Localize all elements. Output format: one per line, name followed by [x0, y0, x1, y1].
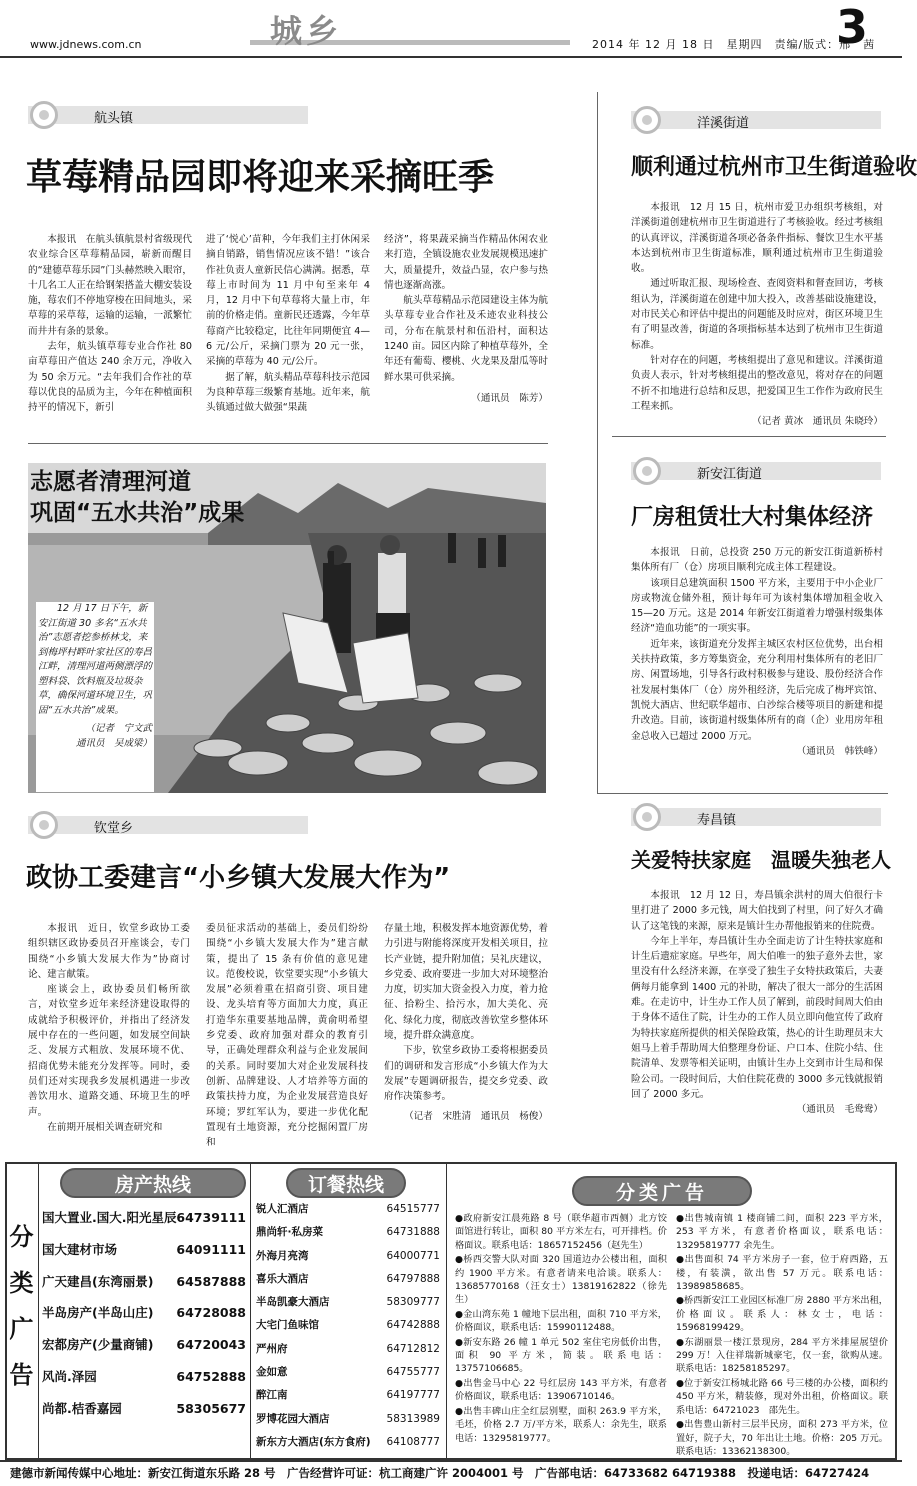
property-item: 半岛房产(半岛山庄) 64728088 — [42, 1305, 246, 1321]
property-item: 尚都.桔香嘉园 58305677 — [42, 1400, 246, 1416]
article-divider — [598, 793, 888, 794]
article-column: 存量土地，积极发挥本地资源优势，着力引进与附能将深度开发相关项目，拉长产业链，提升附加值；吴礼庆建议，乡党委、政府要进一步加大对环境整治力度，切实加大资金投入力度，着力抢征、拾粉尘、拾污水，加大美化、亮化、绿化力度，彻底改善钦堂乡整体环境，提升群众满意度。 下步，钦堂乡政协工委将根据委员们的调研和发言形成“小乡镇大作为大发展”专题调研报告，提交乡党委、政府作决策参考。 （记者 宋胜清 通讯员 杨俊） — [384, 923, 548, 1122]
classified-side-label: 分 类 广 告 — [5, 1162, 39, 1460]
section-tag-label: 航头镇 — [94, 111, 134, 126]
article-divider — [28, 443, 548, 444]
article-divider — [612, 436, 886, 437]
dining-item: 严州府 64712812 — [256, 1342, 440, 1355]
headline-factory-rental: 厂房租赁壮大村集体经济 — [631, 505, 874, 530]
article-column: 本报讯 12 月 12 日，寿昌镇余洪村的周大伯很行卡里打进了 2000 多元钱，周大伯找到了村里，问了好久才确认了这笔钱的来源，原来是镇计生办帮他报销来的住院费。 今年上半年，寿昌镇计生办全面走访了计生特扶家庭和计生后遗症家庭。早些年，周大伯唯一的独子意外去世，家里没有什么经济来源，在享受了独生子女特扶政策后，夫妻俩每月能拿到 1400 元的补助，解决了很大一部分的生活困难。在走访中，计生办工作人员了解到，前段时间周大伯由于身体不适住了院，计生办的工作人员立即向他宣传了政府为特扶家庭所提供的相关保险政策，热心的计生助理员末大姐马上着手帮助周大伯整理身份证、户口本、住院小结、住院清单、发票等相关证明，由镇计生办上交到市计生局和保险公司。一段时间后，大伯住院花费的 3000 多元钱就报销回了 2000 多元。 （通讯员 毛鸯鸯） — [631, 890, 883, 1116]
ad-divider — [250, 1164, 251, 1458]
article-column: 委员征求活动的基础上，委员们纷纷围绕“小乡镇大发展大作为”建言献策，提出了 15 条有价值的意见建议。范俊校说，钦堂要实现“小乡镇大发展”必须着重在招商引资、项目建设、龙头培育等方面加大力度，真正打造华东重要基地品牌，黄俞明希望乡党委、政府加强对群众的教育引导，正确处理群众利益与企业发展间的关系。同时要加大对企业发展科技创新、品牌建设、人才培养等方面的政策扶持力度，为企业发展营造良好环境；罗红军认为，要进一步优化配置现有土地资源，充分挖掘闲置厂房和 — [206, 923, 368, 1149]
article-column: 进了‘悦心’苗种，今年我们主打休闲采摘自销路，销售情况应该不错！”该合作社负责人童新民信心满满。据悉，草莓上市时间为 11 月中旬至来年 4 月，12 月中下旬草莓将大量上市，年前的价格走俏。童新民还透露，今年草莓商产比较稳定，比往年同期便宜 4—6 元/公斤，采摘门票为 20 元一张，采摘的草莓为 40 元/公斤。 据了解，航头精品草莓科技示范园为良种草莓三级繁育基地。近年来，航头镇通过做大做强“果蔬 — [206, 234, 370, 414]
section-tag-xinanjiang — [631, 457, 881, 485]
headline-sanitation: 顺利通过杭州市卫生街道验收 — [631, 155, 917, 180]
classified-column-right: ●出售城南镇 1 楼商铺二间，面积 223 平方米，253 平方米，有意者价格面议，联系电话：13295819777 余先生。 ●出售面积 74 平方米房子一套，位于府西路，五楼，有装潢，欲出售 57 万元。联系电话：13989858685。 ●桥西新安江工业园区标准厂房 2880 平方米出租，价格面议。联系人：林女士，电话：15968199429。 ●东湖丽景一楼江景现房，284 平方米排屋展望价 299 万！入住祥瑞新城豪宅，仅一套，欲购从速。联系电话：18258185297。 ●位于新安江杨城北路 66 号三楼的办公楼，面积约 450 平方米，精装修，现对外出租，价格面议。联系电话：64721023 邵先生。 ●出售豊山新村三层半民房，面积 273 平方米，位置好，院子大，70 年出让土地。价格：205 万元。联系电话：13362138300。 — [676, 1213, 888, 1457]
page-number: 3 — [836, 0, 869, 54]
headline-cppcc: 政协工委建言“小乡镇大发展大作为” — [26, 863, 451, 893]
headline-volunteers: 志愿者清理河道 巩固“五水共治”成果 — [30, 469, 245, 526]
article-column: 经济”，将果蔬采摘当作精品休闲农业来打造，全镇设施农业发展规模迅速扩大，质量提升，效益凸显，农户参与热情也逐渐高涨。 航头草莓精品示范园建设主体为航头草莓专业合作社及禾迹农业科技公司，分布在航景村和伍沿村，面积达 1240 亩。园区内除了种植草莓外，全年还有葡萄、樱桃、火龙果及甜瓜等时鲜水果可供采摘。 （通讯员 陈芳） — [384, 234, 548, 404]
section-tag-label: 寿昌镇 — [697, 813, 737, 828]
section-tag-yangxi — [631, 106, 881, 134]
dining-item: 罗博花园大酒店 58313989 — [256, 1412, 440, 1425]
property-item: 国大建材市场 64091111 — [42, 1241, 246, 1257]
dining-item: 外海月亮湾 64000771 — [256, 1249, 440, 1262]
property-list — [42, 1202, 246, 1425]
dining-list — [256, 1198, 440, 1454]
section-tag-shouchang — [631, 803, 881, 831]
section-tag-qintang — [28, 811, 308, 839]
article-column: 本报讯 近日，钦堂乡政协工委组织辖区政协委员召开座谈会，专门围绕“小乡镇大发展大作为”协商讨论、建言献策。 座谈会上，政协委员们畅所欲言，对钦堂乡近年来经济建设取得的成就给予积极评价，并指出了经济发展中存在的一些问题，如发展空间缺乏、发展方式粗放、发展环境不优、招商优势未能充分发挥等。同时，委员们还对实现我乡发展机遇进一步改善饮用水、道路交通、环境卫生的呼声。 在前期开展相关调查研究和 — [28, 923, 190, 1133]
column-divider — [597, 92, 598, 794]
dining-hotline-title: 订餐热线 — [286, 1168, 406, 1198]
date-line: 2014 年 12 月 18 日 星期四 责编/版式：邢 茜 — [592, 38, 876, 51]
dining-item: 大宅门鱼味馆 64742888 — [256, 1319, 440, 1332]
dining-item: 锐人汇酒店 64515777 — [256, 1203, 440, 1215]
section-tag-label: 新安江街道 — [697, 467, 763, 482]
dining-item: 半岛凯豪大酒店 58309777 — [256, 1296, 440, 1309]
property-item: 广天建昌(东湾丽景) 64587888 — [42, 1273, 246, 1289]
header-rule — [0, 56, 902, 58]
article-column: 本报讯 日前，总投资 250 万元的新安江街道新桥村集体所有厂（仓）房项目顺利完成主体工程建设。 该项目总建筑面积 1500 平方米，主要用于中小企业厂房或物流仓储外租，预计每年可为该村集体增加租金收入 15—20 万元。这是 2014 年新安江街道着力增强村级集体经济“造血功能”的一项实事。 近年来，该街道充分发挥主城区农村区位优势，出台相关扶持政策，多方筹集资金，充分利用村集体所有的老旧厂房、闲置场地，引导各行政村积极参与建设、股份经济合作社发展村集体厂（仓）房外租经济，先后完成了梅坪宾馆、凯悦大酒店、世纪联华超市、白沙综合楼等项目的新建和提升改造。目前，该街道村级集体所有的商（企）业用房年租金总收入已超过 2000 万元。 （通讯员 韩铁峰） — [631, 547, 883, 757]
headline-elderly-care: 关爱特扶家庭 温暖失独老人 — [631, 848, 891, 872]
article-column: 本报讯 12 月 15 日，杭州市爱卫办组织考核组，对洋溪街道创建杭州市卫生街道进行了考核验收。经过考核组的认真评议，洋溪街道各项必备条件指标、餐饮卫生水平基本达到杭州市卫生街道标准，顺利通过杭州市卫生街道验收。 通过听取汇报、现场检查、查阅资料和督查回访，考核组认为，洋溪街道在创建中加大投入，改善基础设施建设，对市民关心和评估中提出的问题能及时应对，街区环境卫生有了明显改善，街道的各项指标基本达到了杭州市卫生街道标准。 针对存在的问题，考核组提出了意见和建议。洋溪街道负责人表示，针对考核组提出的整改意见，将对存在的问题不折不扣地进行总结和反思，把爱国卫生工作作为政府民生工程来抓。 （记者 黄冰 通讯员 朱晓玲） — [631, 202, 883, 428]
classified-title: 分类广告 — [572, 1176, 752, 1206]
website-url: www.jdnews.com.cn — [30, 38, 142, 51]
photo-caption: 12 月 17 日下午，新安江街道 30 多名“五水共治”志愿者挖参桥林戈，来到梅坪村畔叶家社区的寿昌江畔，清理河道两侧漂浮的塑料袋、饮料瓶及垃圾杂草，确保河道环境卫生，巩固“五水共治”成果。 （记者 宁文武 通讯员 吴成梁） — [36, 602, 154, 792]
property-hotline-title: 房产热线 — [60, 1168, 246, 1198]
ad-divider — [446, 1164, 447, 1458]
section-tag-hangtou — [28, 101, 308, 129]
dining-item: 新东方大酒店(东方食府) 64108777 — [256, 1435, 440, 1448]
section-tag-label: 钦堂乡 — [94, 821, 134, 836]
footer-info: 建德市新闻传媒中心地址：新安江街道东乐路 28 号 广告经营许可证：杭工商建广许 2004001 号 广告部电话：64733682 64719388 投递电话：64727424 — [0, 1460, 902, 1486]
dining-item: 喜乐大酒店 64797888 — [256, 1272, 440, 1285]
classified-column-left: ●政府新安江晨苑路 8 号（联华超市西侧）北方饺面馆进行转让，面积 80 平方米左右，可开排档。价格面议。联系电话：18657152456（赵先生） ●桥西交警大队对面 320 国道边办公楼出租，面积约 1900 平方米。有意者请来电洽谈。联系人：13685770168（汪女士）13819162822（徐先生） ●金山湾东苑 1 幢地下层出租，面积 710 平方米，价格面议，联系电话：15990112488。 ●新安东路 26 幢 1 单元 502 室住宅房低价出售，面积 90 平方米，简装。联系电话：13757106685。 ●出售金马中心 22 号红层房 143 平方米，有意者价格面议，联系电话：13906710146。 ●出售丰碑山庄全红层别墅，面积 263.9 平方米，毛坯，价格 2.7 万/平方米，联系人：余先生，联系电话：13295819777。 — [455, 1213, 667, 1444]
property-item: 国大置业.国大.阳光星辰 64739111 — [42, 1210, 246, 1225]
dining-item: 鼎尚轩·私房菜 64731888 — [256, 1226, 440, 1239]
section-tag-label: 洋溪街道 — [697, 116, 750, 131]
property-item: 宏都房产(少量商铺) 64720043 — [42, 1337, 246, 1353]
dining-item: 金如意 64755777 — [256, 1366, 440, 1379]
property-item: 风尚.泽园 64752888 — [42, 1368, 246, 1384]
dining-item: 醉江南 64197777 — [256, 1389, 440, 1402]
section-title: 城乡 — [270, 12, 343, 50]
article-column: 本报讯 在航头镇航景村省级现代农业综合区草莓精品园，崭新而醒目的“建德草莓乐园”门头赫然映入眼帘，十几名工人正在给钢架搭盖大棚安装设施，莓农们不停地穿梭在田间地头，采草莓的采草莓，运输的运输，一派繁忙而井井有条的景象。 去年，航头镇草莓专业合作社 80 亩草莓田产值达 240 余万元，净收入为 50 余万元。“去年我们合作社的草莓以优良的品质为主，今年在种植面积持平的情况下，新引 — [28, 234, 192, 414]
headline-strawberry: 草莓精品园即将迎来采摘旺季 — [26, 157, 495, 198]
